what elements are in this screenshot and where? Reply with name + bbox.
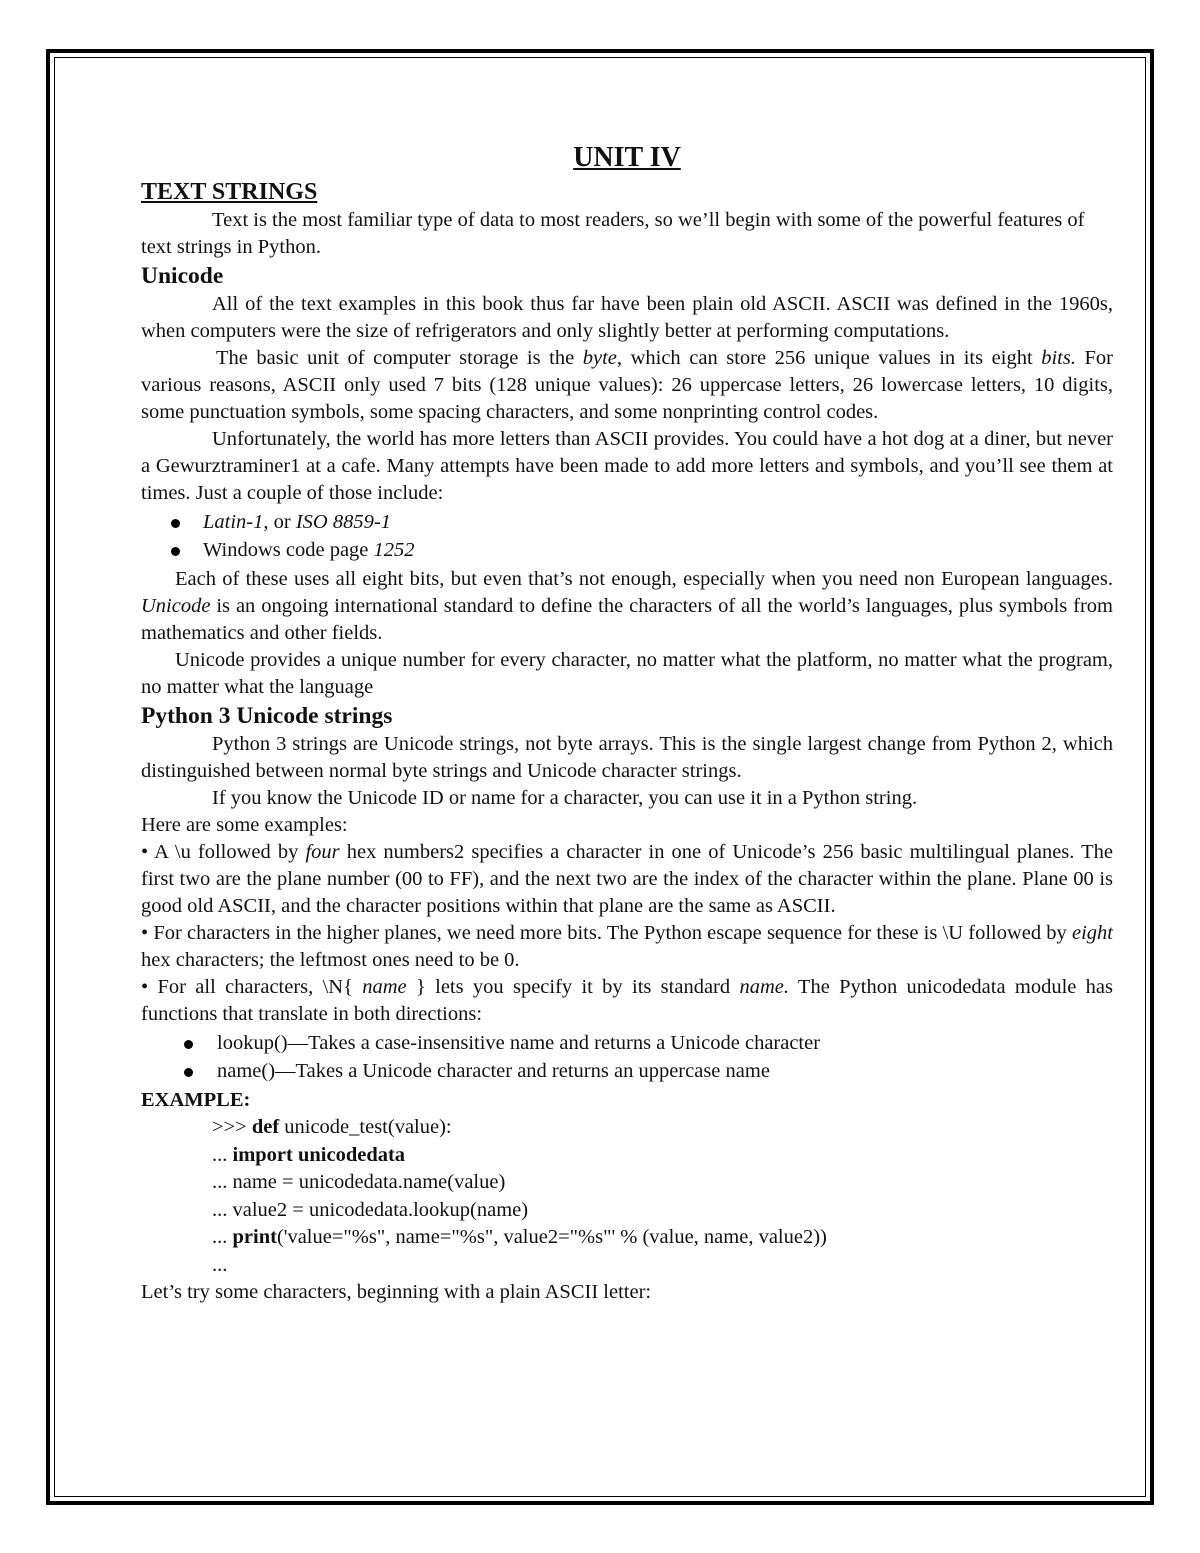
code-example [141,1114,1113,1279]
text-run: is an ongoing international standard to define the characters of all the world’s languages, plus symbols from mathematics and other fields. [141,595,1113,644]
term-byte: byte [582,347,617,369]
unicode-heading: Unicode [141,263,224,289]
code-keyword: print [232,1226,277,1248]
code-text: ('value="%s", name="%s", value2="%s"' % (value, name, value2)) [276,1226,827,1248]
bullet-icon [171,519,180,528]
intro-paragraph: Text is the most familiar type of data to most readers, so we’ll begin with some of the powerful features of text strings in Python. [141,209,1085,258]
term-name: name. [739,976,789,998]
python3-paragraph-1: Python 3 strings are Unicode strings, not byte arrays. This is the single largest change from Python 2, which distinguished between normal byte strings and Unicode character strings. [141,733,1113,782]
bullet-icon [184,1040,193,1049]
example-label: EXAMPLE: [141,1089,251,1111]
unit-title: UNIT IV [573,142,681,173]
code-line: ... [212,1253,228,1276]
section-heading: TEXT STRINGS [141,179,318,205]
escape-item-2 [141,920,1113,974]
code-text: unicode_test(value): [279,1116,452,1138]
code-keyword: import unicodedata [232,1143,406,1166]
unicode-paragraph-1: All of the text examples in this book thus far have been plain old ASCII. ASCII was defined in the 1960s, when computers were the size of refrigerators and only slightly better at performing computations. [141,293,1113,342]
list-item [141,509,1113,537]
list-item [141,1030,1113,1058]
text-run: hex numbers2 specifies a character in one of Unicode’s 256 basic multilingual planes. The first two are the plane number (00 to FF), and the next two are the index of the character within the plane. Plane 00 is good old ASCII, and the character positions within that plane are the same as ASCII. [141,841,1113,917]
text-run: } lets you specify it by its standard [406,976,740,998]
escape-item-3 [141,974,1113,1028]
text-run: , or [263,511,296,533]
code-line [141,1142,1113,1170]
text-run: , which can store 256 unique values in its eight [616,347,1042,369]
encoding-list [141,509,1113,564]
bullet-icon [171,547,180,556]
text-run: hex characters; the leftmost ones need to be 0. [141,949,520,971]
bullet-icon [184,1068,193,1077]
code-prompt: >>> [212,1116,252,1138]
code-prompt: ... [212,1143,233,1166]
code-line [141,1114,1113,1142]
text-run: • For characters in the higher planes, we need more bits. The Python escape sequence for these is \U followed by [141,922,1072,944]
code-prompt: ... [212,1226,233,1248]
text-run: The basic unit of computer storage is the [216,347,583,369]
text-run: The Python unicodedata module has functions that translate in both directions: [141,976,1114,1025]
text-run: name()—Takes a Unicode character and returns an uppercase name [217,1059,770,1082]
term-eight: eight [1072,922,1113,944]
term-iso: ISO 8859-1 [295,511,391,533]
list-item [141,537,1113,565]
python3-paragraph-3: Here are some examples: [141,814,348,836]
term-unicode: Unicode [141,595,211,617]
function-list [141,1030,1113,1085]
list-item [141,1058,1113,1086]
closing-paragraph: Let’s try some characters, beginning with a plain ASCII letter: [141,1281,652,1303]
text-run: • For all characters, \N{ [141,976,363,998]
python3-paragraph-2: If you know the Unicode ID or name for a character, you can use it in a Python string. [212,787,918,809]
text-run: lookup()—Takes a case-insensitive name and returns a Unicode character [217,1032,821,1054]
document-body [141,138,1113,1306]
text-run: Windows code page [203,538,374,561]
unicode-paragraph-2 [141,345,1113,426]
term-latin1: Latin-1 [203,511,264,533]
text-run: For various reasons, ASCII only used 7 bits (128 unique values): 26 uppercase letters, 26 lowercase letters, 10 digits, some punctuation symbols, some spacing characters, and some nonprinting control codes. [141,347,1114,423]
python3-heading: Python 3 Unicode strings [141,703,393,729]
unicode-paragraph-3: Unfortunately, the world has more letters than ASCII provides. You could have a hot dog at a diner, but never a Gewurztraminer1 at a cafe. Many attempts have been made to add more letters and symbols, and you’ll see them at times. Just a couple of those include: [141,428,1113,504]
code-line: ... name = unicodedata.name(value) [212,1171,506,1193]
term-1252: 1252 [373,538,415,561]
text-run: Each of these uses all eight bits, but even that’s not enough, especially when you need non European languages. [175,568,1113,590]
escape-item-1 [141,839,1113,920]
term-four: four [305,841,340,863]
unicode-paragraph-5: Unicode provides a unique number for every character, no matter what the platform, no matter what the program, no matter what the language [141,649,1113,698]
code-line: ... value2 = unicodedata.lookup(name) [212,1198,529,1221]
term-bits: bits. [1041,347,1076,369]
term-name: name [362,976,407,998]
text-run: • A \u followed by [141,841,306,863]
code-line [141,1224,1113,1252]
code-keyword: def [251,1116,280,1138]
unicode-paragraph-4 [141,566,1113,647]
